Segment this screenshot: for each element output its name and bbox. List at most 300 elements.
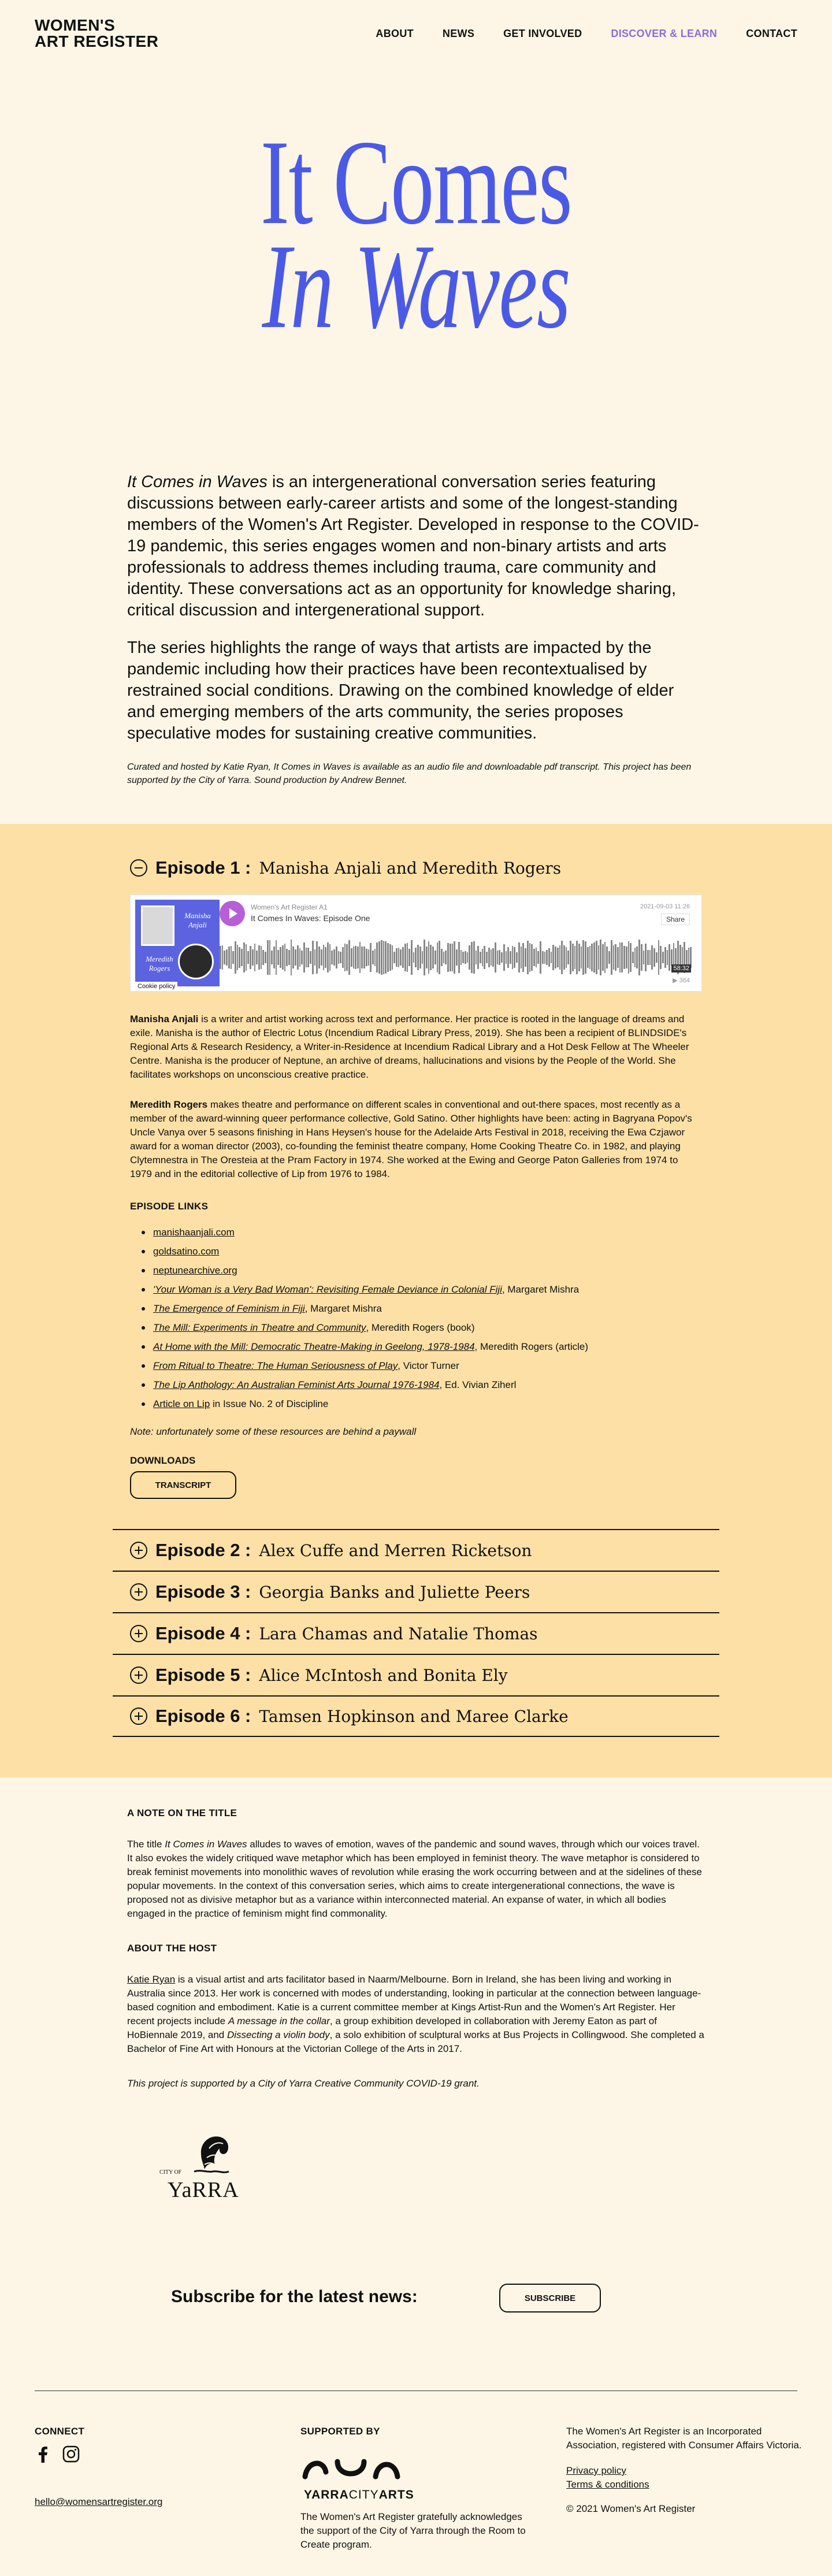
waveform-bar xyxy=(506,951,507,964)
waveform-bar xyxy=(237,945,239,970)
waveform-bar xyxy=(262,950,264,965)
yarra-emblem-icon xyxy=(190,2131,232,2181)
waveform-bar xyxy=(510,951,511,964)
episode-6-names: Tamsen Hopkinson and Maree Clarke xyxy=(259,1706,569,1726)
waveform-bar xyxy=(460,950,462,964)
bio-manisha-name: Manisha Anjali xyxy=(130,1014,199,1025)
waveform-bar xyxy=(441,949,443,966)
title-note-series: It Comes in Waves xyxy=(165,1839,247,1850)
waveform-bar xyxy=(359,942,361,974)
waveform-bar xyxy=(303,942,305,973)
waveform-bar xyxy=(314,949,316,966)
yca-arts: ARTS xyxy=(378,2488,414,2501)
episode-link[interactable]: manishaanjali.com xyxy=(153,1227,235,1238)
waveform-bar xyxy=(450,944,451,972)
list-item xyxy=(153,1242,702,1261)
episode-1-bios xyxy=(130,1012,702,1181)
waveform-bar xyxy=(353,946,355,968)
waveform-bar xyxy=(660,946,662,970)
waveform-bar xyxy=(525,948,526,967)
intro-paragraph-1-text: is an intergenerational conversation series featuring discussions between early-career artists and some of the longest-standing members of the Women's Art Register. Developed in response to the COVID-19 pandemic, this series engages women and non-binary artists and arts professionals to address themes including trauma, care community and identity. These conversations act as an opportunity for knowledge sharing, critical discussion and intergenerational support. xyxy=(127,473,699,619)
waveform-bar xyxy=(398,948,400,967)
intro-credit: Curated and hosted by Katie Ryan, It Comes in Waves is available as an audio file and downloadable pdf transcript. This project has been supported by the City of Yarra. Sound production by Andrew Bennet. xyxy=(127,762,692,785)
link-suffix: , Ed. Vivian Ziherl xyxy=(439,1379,517,1390)
waveform-bar xyxy=(617,947,619,967)
waveform-bar xyxy=(434,951,436,964)
waveform-bar xyxy=(265,952,266,963)
host-paragraph xyxy=(127,1973,705,2056)
waveform-bar xyxy=(540,941,541,974)
waveform-bar xyxy=(297,945,299,970)
waveform-bar xyxy=(598,945,600,970)
episode-artwork xyxy=(135,900,220,986)
waveform-bar xyxy=(658,940,660,975)
yarra-city-arts-logo xyxy=(300,2449,451,2507)
waveform-bar xyxy=(307,948,309,967)
waveform-bar xyxy=(482,949,484,966)
waveform-bar xyxy=(273,946,275,968)
waveform-bar xyxy=(407,943,408,972)
waveform-bar xyxy=(400,949,402,965)
waveform-bar xyxy=(604,942,606,973)
waveform-bar xyxy=(465,951,466,964)
episode-link[interactable]: The Mill: Experiments in Theatre and Community xyxy=(153,1322,366,1333)
waveform-bar xyxy=(452,944,454,971)
waveform-bar xyxy=(310,951,311,964)
waveform-bar xyxy=(667,950,668,965)
waveform-bar xyxy=(372,951,374,964)
intro-paragraph-2: The series highlights the range of ways that artists are impacted by the pandemic including how their practices have been recontextualised by restrained social conditions. Drawing on the combined knowledge of elder and emerging members of the arts community, the series proposes speculative modes for sustaining creative communities. xyxy=(127,639,674,743)
host-link[interactable]: Katie Ryan xyxy=(127,1974,176,1985)
waveform-bar xyxy=(329,944,331,971)
waveform-bar xyxy=(392,945,393,970)
terms-link[interactable]: Terms & conditions xyxy=(566,2479,649,2490)
waveform-bar xyxy=(469,945,470,970)
waveform-bar xyxy=(596,941,597,974)
expand-icon xyxy=(130,1708,147,1725)
waveform-bar xyxy=(385,941,387,974)
episode-1-names: Manisha Anjali and Meredith Rogers xyxy=(259,858,562,878)
list-item xyxy=(153,1375,702,1394)
support-acknowledgement: The Women's Art Register gratefully acknowledges the support of the City of Yarra through the Room to Create program. xyxy=(300,2511,526,2550)
waveform-bar xyxy=(370,943,372,973)
waveform-bar xyxy=(235,941,236,974)
connect-heading: CONNECT xyxy=(35,2426,85,2437)
expand-icon xyxy=(130,1666,147,1684)
waveform-bar xyxy=(366,949,367,966)
title-note-paragraph xyxy=(127,1838,705,1921)
bio-meredith-text: makes theatre and performance on different scales in conventional and out-there spaces, most recently as a member of the award-winning queer performance collective, Gold Satino. Other highlights have been: acting in Bagryana Popov's Uncle Vanya over 5 seasons finishing in Hans Heysen's house for the Adelaide Arts Festival in 2018, receiving the Ewa Czjawor award for a woman director (2003), co-founding the feminist theatre company, Home Cooking Theatre Co. in 1982, and playing Clytemnestra in The Oresteia at the Pram Factory in 1974. She worked at the Ewing and George Paton Galleries from 1974 to 1979 and in the editorial collective of Lip from 1976 to 1984. xyxy=(130,1099,692,1179)
waveform-bar xyxy=(437,942,439,973)
waveform-bar xyxy=(563,945,565,969)
waveform-bar xyxy=(327,942,329,972)
waveform-bar xyxy=(619,942,621,972)
site-logo[interactable] xyxy=(35,17,158,50)
episode-4-number: Episode 4 : xyxy=(155,1623,251,1643)
waveform-bar xyxy=(411,940,413,975)
list-item xyxy=(153,1356,702,1375)
track-duration: 58:32 xyxy=(671,964,691,973)
waveform-bar xyxy=(537,951,539,963)
waveform-bar xyxy=(282,945,284,970)
waveform-bar xyxy=(316,941,318,974)
waveform-bar xyxy=(531,944,533,971)
site-header xyxy=(0,0,832,67)
waveform-bar xyxy=(522,943,524,973)
waveform-bar xyxy=(675,948,677,966)
waveform-bar xyxy=(636,946,638,969)
list-item xyxy=(153,1261,702,1280)
waveform-bar xyxy=(348,940,350,975)
facebook-icon[interactable] xyxy=(35,2445,52,2463)
link-suffix: , Margaret Mishra xyxy=(304,1303,382,1314)
waveform-bar xyxy=(336,946,337,968)
waveform-bar xyxy=(288,950,290,964)
waveform-bar xyxy=(224,951,225,964)
waveform-bar xyxy=(643,951,645,965)
waveform-bar xyxy=(402,947,404,967)
share-button[interactable]: Share xyxy=(661,914,690,925)
waveform-bar xyxy=(271,951,273,964)
episode-1-body xyxy=(113,894,719,1499)
waveform-bar xyxy=(261,946,262,968)
waveform-bar xyxy=(256,951,258,965)
waveform-bar xyxy=(344,944,346,971)
link-suffix: , Margaret Mishra xyxy=(502,1284,580,1295)
waveform-bar xyxy=(331,951,333,964)
subscribe-section xyxy=(0,2206,832,2391)
episode-4-names: Lara Chamas and Natalie Thomas xyxy=(259,1624,538,1643)
nav-news[interactable]: NEWS xyxy=(442,27,475,39)
waveform-bar xyxy=(647,950,649,964)
subscribe-button[interactable]: SUBSCRIBE xyxy=(499,2284,601,2313)
hero xyxy=(0,67,832,472)
waveform-bar xyxy=(443,952,445,963)
waveform-bar xyxy=(495,942,496,973)
cookie-policy-link[interactable]: Cookie policy xyxy=(135,982,177,991)
waveform-bar xyxy=(557,948,559,968)
waveform-bar xyxy=(381,940,382,975)
waveform-bar xyxy=(628,941,630,974)
waveform-bar xyxy=(286,949,288,966)
waveform-bar xyxy=(301,951,303,965)
waveform[interactable] xyxy=(220,938,692,977)
waveform-bar xyxy=(462,952,464,963)
waveform-bar xyxy=(587,947,589,968)
logo-yarra: YaRRA xyxy=(168,2178,239,2202)
artwork-portrait-2 xyxy=(178,944,214,979)
player-main xyxy=(220,900,697,986)
waveform-bar xyxy=(428,941,430,974)
waveform-bar xyxy=(231,946,232,969)
nav-contact[interactable]: CONTACT xyxy=(746,27,797,39)
waveform-bar xyxy=(623,946,625,969)
waveform-bar xyxy=(426,946,428,968)
waveform-bar xyxy=(325,947,326,968)
host-heading: ABOUT THE HOST xyxy=(127,1943,217,1954)
expand-icon xyxy=(130,1625,147,1642)
waveform-bar xyxy=(419,946,421,968)
episode-3-toggle[interactable] xyxy=(113,1571,719,1612)
waveform-bar xyxy=(258,945,260,970)
waveform-bar xyxy=(220,946,221,969)
waveform-bar xyxy=(417,945,419,970)
track-artist[interactable]: Women's Art Register A1 xyxy=(251,903,328,911)
waveform-bar xyxy=(471,942,473,974)
waveform-bar xyxy=(632,952,634,963)
waveform-bar xyxy=(611,940,612,975)
episode-5-names: Alice McIntosh and Bonita Ely xyxy=(259,1665,508,1685)
waveform-bar xyxy=(606,946,608,968)
waveform-bar xyxy=(340,952,341,963)
grant-note: This project is supported by a City of Yarra Creative Community COVID-19 grant. xyxy=(127,2078,480,2089)
waveform-bar xyxy=(467,952,469,963)
paywall-note: Note: unfortunately some of these resources are behind a paywall xyxy=(130,1426,417,1437)
waveform-bar xyxy=(653,948,655,967)
waveform-bar xyxy=(389,944,391,971)
waveform-bar xyxy=(501,952,503,963)
waveform-bar xyxy=(306,948,307,967)
episode-link[interactable]: The Emergence of Feminism in Fiji xyxy=(153,1303,305,1314)
hero-title-line2: In Waves xyxy=(262,220,570,354)
waveform-bar xyxy=(413,952,415,963)
waveform-bar xyxy=(497,951,499,964)
waveform-bar xyxy=(228,946,230,968)
waveform-bar xyxy=(621,942,623,973)
waveform-bar xyxy=(634,948,636,967)
footer-supported xyxy=(300,2426,532,2552)
waveform-bar xyxy=(491,949,492,966)
waveform-bar xyxy=(536,948,537,967)
waveform-bar xyxy=(570,941,571,974)
waveform-bar xyxy=(552,945,554,970)
waveform-bar xyxy=(226,949,228,966)
nav-discover-learn[interactable]: DISCOVER & LEARN xyxy=(611,27,718,39)
episode-3-number: Episode 3 : xyxy=(155,1582,251,1602)
waveform-bar xyxy=(361,946,363,968)
instagram-icon[interactable] xyxy=(62,2445,80,2463)
waveform-bar xyxy=(488,948,490,967)
waveform-bar xyxy=(284,944,286,971)
episode-link[interactable]: At Home with the Mill: Democratic Theatre-Making in Geelong, 1978-1984 xyxy=(153,1341,475,1352)
list-item xyxy=(153,1394,702,1413)
episode-1-toggle[interactable] xyxy=(113,847,719,889)
site-footer xyxy=(0,2391,832,2576)
waveform-bar xyxy=(638,940,640,975)
waveform-bar xyxy=(292,946,294,968)
waveform-bar xyxy=(318,946,320,969)
waveform-bar xyxy=(516,952,518,963)
waveform-bar xyxy=(422,951,424,964)
episode-link[interactable]: 'Your Woman is a Very Bad Woman': Revisiting Female Deviance in Colonial Fiji xyxy=(153,1284,502,1295)
waveform-bar xyxy=(480,952,481,963)
waveform-bar xyxy=(561,941,563,974)
about-section xyxy=(127,1777,705,2206)
privacy-policy-link[interactable]: Privacy policy xyxy=(566,2465,626,2476)
list-item xyxy=(153,1318,702,1337)
waveform-bar xyxy=(374,949,376,966)
episode-4-toggle[interactable] xyxy=(113,1612,719,1654)
intro xyxy=(127,472,705,787)
waveform-bar xyxy=(277,950,279,965)
artwork-name-2: Meredith Rogers xyxy=(146,955,173,973)
waveform-bar xyxy=(527,941,529,975)
expand-icon xyxy=(130,1583,147,1601)
host-text-c: , a solo exhibition of sculptural works at Bus Projects in Collingwood. She completed a Bachelor of Fine Art with Honours at the Victorian College of the Arts in 2017. xyxy=(127,2029,704,2054)
episode-6-toggle[interactable] xyxy=(113,1695,719,1737)
collapse-icon xyxy=(130,859,147,877)
nav-get-involved[interactable]: GET INVOLVED xyxy=(503,27,582,39)
waveform-bar xyxy=(439,941,440,974)
waveform-bar xyxy=(393,952,395,963)
waveform-bar xyxy=(276,940,277,975)
title-note-heading: A NOTE ON THE TITLE xyxy=(127,1807,237,1818)
email-link[interactable]: hello@womensartregister.org xyxy=(35,2496,163,2507)
waveform-bar xyxy=(671,949,673,966)
waveform-bar xyxy=(518,942,520,972)
waveform-bar xyxy=(686,950,688,965)
expand-icon xyxy=(130,1542,147,1559)
yca-yarra: YARRA xyxy=(304,2488,349,2501)
waveform-bar xyxy=(512,946,514,968)
host-project-1: A message in the collar xyxy=(228,2015,330,2026)
waveform-bar xyxy=(529,943,531,972)
link-suffix: , Victor Turner xyxy=(398,1360,459,1371)
episode-link[interactable]: Article on Lip xyxy=(153,1398,210,1409)
yarra-city-arts-mark-icon xyxy=(300,2449,451,2486)
episode-5-number: Episode 5 : xyxy=(155,1665,251,1685)
social-links xyxy=(35,2445,208,2463)
episode-link[interactable]: neptunearchive.org xyxy=(153,1265,237,1276)
link-suffix: , Meredith Rogers (article) xyxy=(474,1341,589,1352)
waveform-bar xyxy=(662,952,664,963)
waveform-bar xyxy=(555,946,556,968)
title-note-text-b: alludes to waves of emotion, waves of the pandemic and sound waves, through which our voices travel. It also evokes the widely critiqued wave metaphor which has been employed in feminist theory. The wave metaphor is considered to break feminist movements into monolithic waves of revolution while erasing the work occurring between and at the sidelines of these popular movements. In the context of this conversation series, which aims to create intergenerational connections, the wave is proposed not as divisive metaphor but as a variance within interconnected material. An expanse of water, in which all bodies engaged in the practice of feminism might find commonality. xyxy=(127,1839,703,1919)
waveform-bar xyxy=(445,951,447,965)
waveform-bar xyxy=(246,944,247,971)
waveform-bar xyxy=(626,946,627,968)
waveform-bar xyxy=(591,944,593,972)
waveform-bar xyxy=(492,948,494,966)
nav-about[interactable]: ABOUT xyxy=(376,27,414,39)
soundcloud-player xyxy=(130,894,702,992)
host-text-b: , a group exhibition developed in collaboration with Jeremy Eaton as part of HoBiennale 2019, and xyxy=(127,2015,657,2040)
subscribe-text: Subscribe for the latest news: xyxy=(171,2287,418,2306)
waveform-bar xyxy=(542,951,544,964)
yarra-city-arts-wordmark xyxy=(304,2488,414,2502)
episode-link[interactable]: The Lip Anthology: An Australian Feminist Arts Journal 1976-1984 xyxy=(153,1379,440,1390)
waveform-bar xyxy=(267,940,269,974)
waveform-bar xyxy=(415,948,417,967)
bio-manisha-text: is a writer and artist working across text and performance. Her practice is rooted in the language of dreams and exile. Manisha is the author of Electric Lotus (Incendium Radical Library Press, 2019). She has been a recipient of BLINDSIDE's Regional Arts & Research Residency, a Writer-in-Residence at Incendium Radical Library and a Hot Desk Fellow at The Wheeler Centre. Manisha is the producer of Neptune, an archive of dreams, hallucinations and visions by the People of the World. She facilitates workshops on unconscious creative practice. xyxy=(130,1014,689,1080)
waveform-bar xyxy=(641,944,642,971)
waveform-bar xyxy=(387,943,389,973)
waveform-bar xyxy=(600,940,601,975)
waveform-bar xyxy=(430,945,432,970)
episode-link[interactable]: goldsatino.com xyxy=(153,1246,220,1257)
waveform-bar xyxy=(582,940,584,975)
waveform-bar xyxy=(589,946,591,969)
bio-meredith-name: Meredith Rogers xyxy=(130,1099,208,1110)
logo-line1: WOMEN'S xyxy=(35,16,116,34)
intro-paragraph-1 xyxy=(127,472,705,621)
waveform-bar xyxy=(566,947,567,968)
episode-2-toggle[interactable] xyxy=(113,1529,719,1571)
artwork-portrait-1 xyxy=(141,905,174,946)
episodes-section xyxy=(0,824,832,1777)
waveform-bar xyxy=(338,951,340,964)
episode-2-names: Alex Cuffe and Merren Ricketson xyxy=(259,1541,532,1560)
waveform-bar xyxy=(593,942,595,973)
link-suffix: , Meredith Rogers (book) xyxy=(366,1322,475,1333)
waveform-bar xyxy=(299,948,301,967)
episode-6-number: Episode 6 : xyxy=(155,1706,251,1726)
episode-3-names: Georgia Banks and Juliette Peers xyxy=(259,1582,530,1602)
waveform-bar xyxy=(533,949,535,966)
waveform-bar xyxy=(514,947,515,968)
waveform-bar xyxy=(424,940,425,975)
waveform-bar xyxy=(649,950,651,966)
waveform-bar xyxy=(363,946,365,968)
waveform-bar xyxy=(232,951,234,963)
waveform-bar xyxy=(333,949,335,966)
waveform-bar xyxy=(484,946,485,968)
episode-5-toggle[interactable] xyxy=(113,1654,719,1695)
footer-connect xyxy=(35,2426,208,2509)
waveform-bar xyxy=(254,944,256,971)
waveform-bar xyxy=(323,945,325,971)
waveform-bar xyxy=(346,944,348,971)
play-button[interactable] xyxy=(220,901,245,926)
play-count: ▶ 364 xyxy=(673,977,690,984)
intro-series-title: It Comes in Waves xyxy=(127,473,268,491)
waveform-bar xyxy=(396,948,398,967)
city-of-yarra-logo xyxy=(159,2131,240,2206)
waveform-bar xyxy=(581,946,582,968)
hero-title-line1: It Comes xyxy=(260,116,572,250)
waveform-bar xyxy=(239,947,240,968)
waveform-bar xyxy=(408,949,410,966)
waveform-bar xyxy=(351,948,352,967)
episode-1-number: Episode 1 : xyxy=(155,858,251,878)
waveform-bar xyxy=(615,944,616,971)
transcript-button[interactable]: TRANSCRIPT xyxy=(130,1471,236,1499)
waveform-bar xyxy=(476,951,477,964)
waveform-bar xyxy=(376,942,378,973)
waveform-bar xyxy=(602,944,604,971)
waveform-bar xyxy=(357,946,359,968)
host-project-2: Dissecting a violin body xyxy=(226,2029,330,2040)
episode-link[interactable]: From Ritual to Theatre: The Human Seriousness of Play xyxy=(153,1360,398,1371)
copyright: © 2021 Women's Art Register xyxy=(566,2503,696,2514)
list-item xyxy=(153,1299,702,1318)
supported-heading: SUPPORTED BY xyxy=(300,2426,380,2437)
waveform-bar xyxy=(456,949,458,966)
waveform-bar xyxy=(243,942,245,973)
waveform-bar xyxy=(574,946,576,969)
waveform-bar xyxy=(312,941,314,975)
track-title[interactable]: It Comes In Waves: Episode One xyxy=(251,914,370,923)
downloads-heading: DOWNLOADS xyxy=(130,1455,196,1466)
host-text-a: is a visual artist and arts facilitator based in Naarm/Melbourne. Born in Ireland, she has been living and working in Australia since 2013. Her work is concerned with modes of understanding, looking in particular at the connection between language-based cognition and embodiment. Katie is a current committee member at Kings Artist-Run and the Women's Art Register. Her recent projects include xyxy=(127,1974,701,2026)
logo-city-of: CITY OF xyxy=(159,2169,182,2176)
waveform-bar xyxy=(613,945,615,970)
waveform-bar xyxy=(645,944,647,971)
artwork-name-1: Manisha Anjali xyxy=(184,911,211,929)
waveform-bar xyxy=(269,940,271,975)
waveform-bar xyxy=(458,942,460,974)
waveform-bar xyxy=(507,947,509,968)
